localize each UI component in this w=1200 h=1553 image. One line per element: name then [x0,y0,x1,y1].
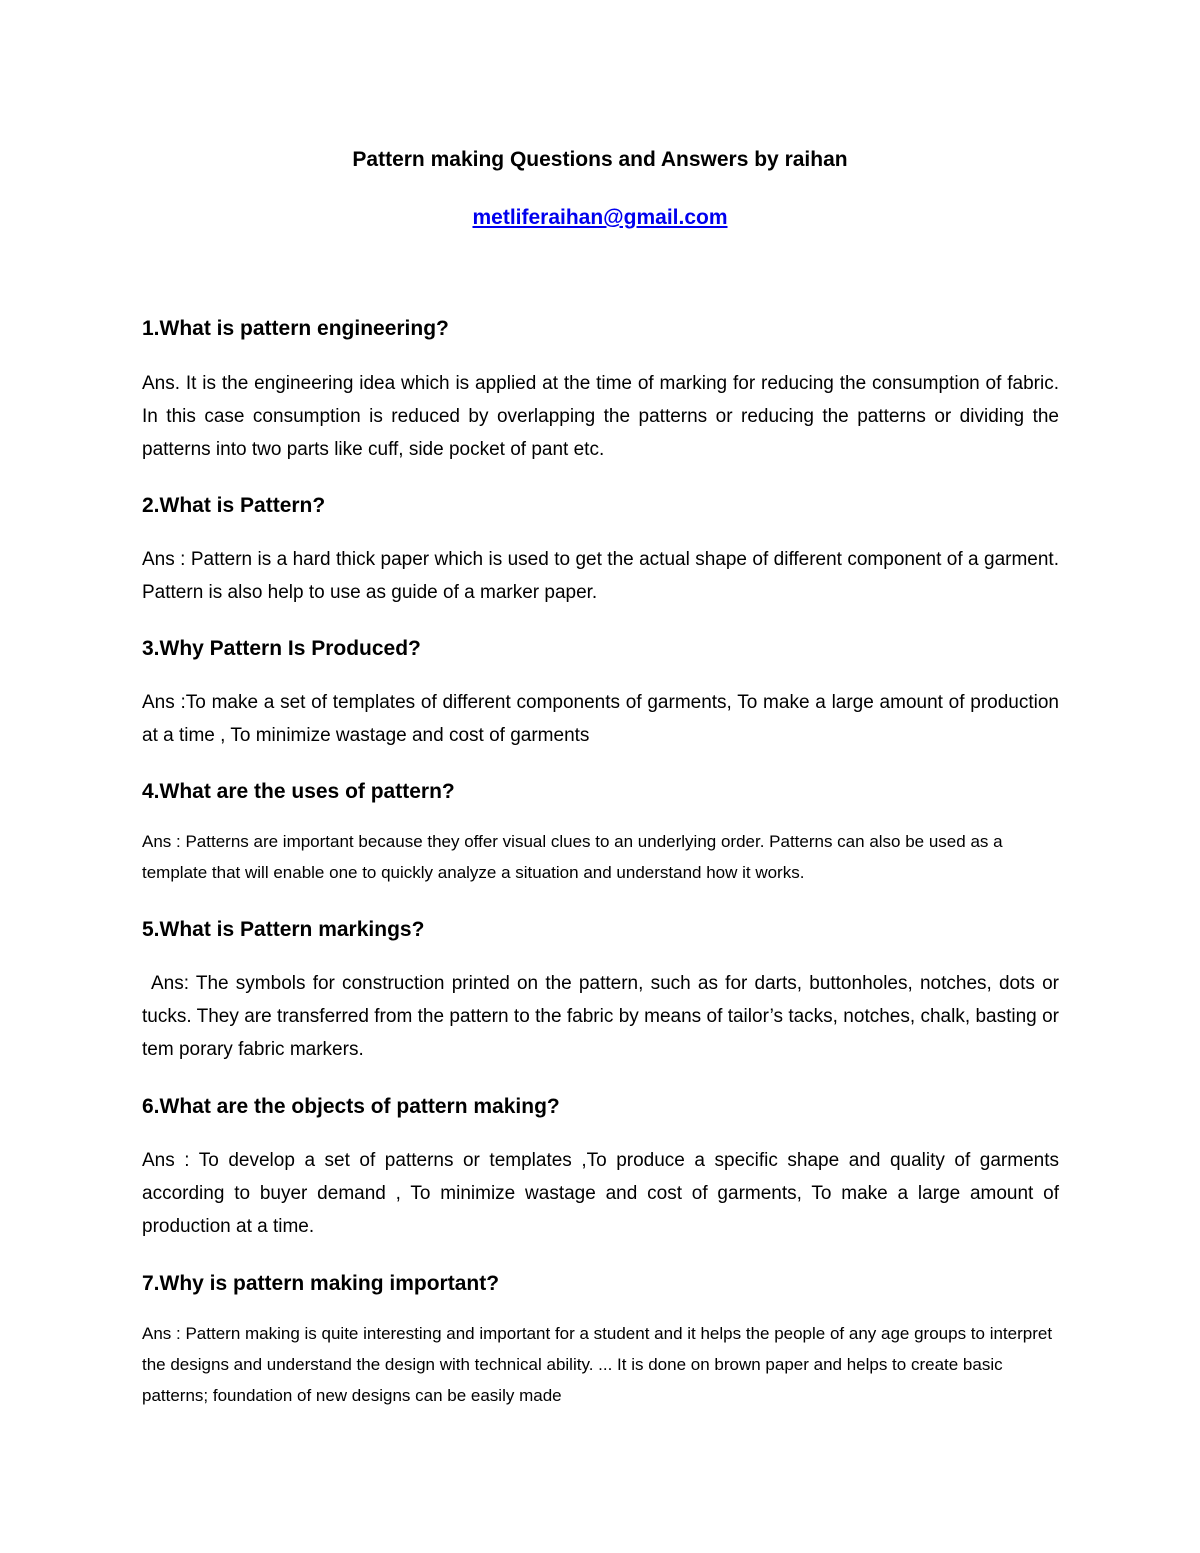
qa-item-2 [142,489,1059,609]
answer-2: Ans : Pattern is a hard thick paper which is used to get the actual shape of different component of a garment. Pattern is also help to use as guide of a marker paper. [142,549,1059,603]
email-link[interactable]: metliferaihan@gmail.com [472,206,728,229]
answer-7: Ans : Pattern making is quite interesting and important for a student and it helps the people of any age groups to interpret the designs and understand the design with technical ability. ... It is done on brown paper and helps to create basic patterns; foundation of new designs can be easily made [142,1324,1053,1405]
qa-item-5 [142,913,1059,1066]
qa-item-4 [142,775,1059,888]
email-line [0,201,1200,235]
question-7: 7.Why is pattern making important? [142,1272,500,1295]
answer-5: Ans: The symbols for construction printed on the pattern, such as for darts, buttonholes, notches, dots or tucks. They are transferred from the pattern to the fabric by means of tailor’s tacks, notches, chalk, basting or tem porary fabric markers. [142,973,1059,1060]
answer-6: Ans : To develop a set of patterns or templates ,To produce a specific shape and quality of garments according to buyer demand , To minimize wastage and cost of garments, To make a large amount of production at a time. [142,1150,1059,1237]
answer-3: Ans :To make a set of templates of different components of garments, To make a large amount of production at a time , To minimize wastage and cost of garments [142,692,1059,746]
question-6: 6.What are the objects of pattern making? [142,1095,560,1118]
answer-4: Ans : Patterns are important because they offer visual clues to an underlying order. Patterns can also be used as a template that will enable one to quickly analyze a situation and understand how it works. [142,832,1003,882]
qa-item-6 [142,1090,1059,1243]
qa-item-7 [142,1267,1059,1411]
qa-item-1 [142,312,1059,466]
document-title: Pattern making Questions and Answers by raihan [352,148,848,171]
question-3: 3.Why Pattern Is Produced? [142,637,421,660]
question-4: 4.What are the uses of pattern? [142,780,455,803]
question-2: 2.What is Pattern? [142,494,326,517]
answer-1: Ans. It is the engineering idea which is applied at the time of marking for reducing the consumption of fabric. In this case consumption is reduced by overlapping the patterns or reducing the patterns or dividing the patterns into two parts like cuff, side pocket of pant etc. [142,373,1059,460]
question-5: 5.What is Pattern markings? [142,918,425,941]
question-1: 1.What is pattern engineering? [142,317,449,340]
qa-item-3 [142,632,1059,752]
